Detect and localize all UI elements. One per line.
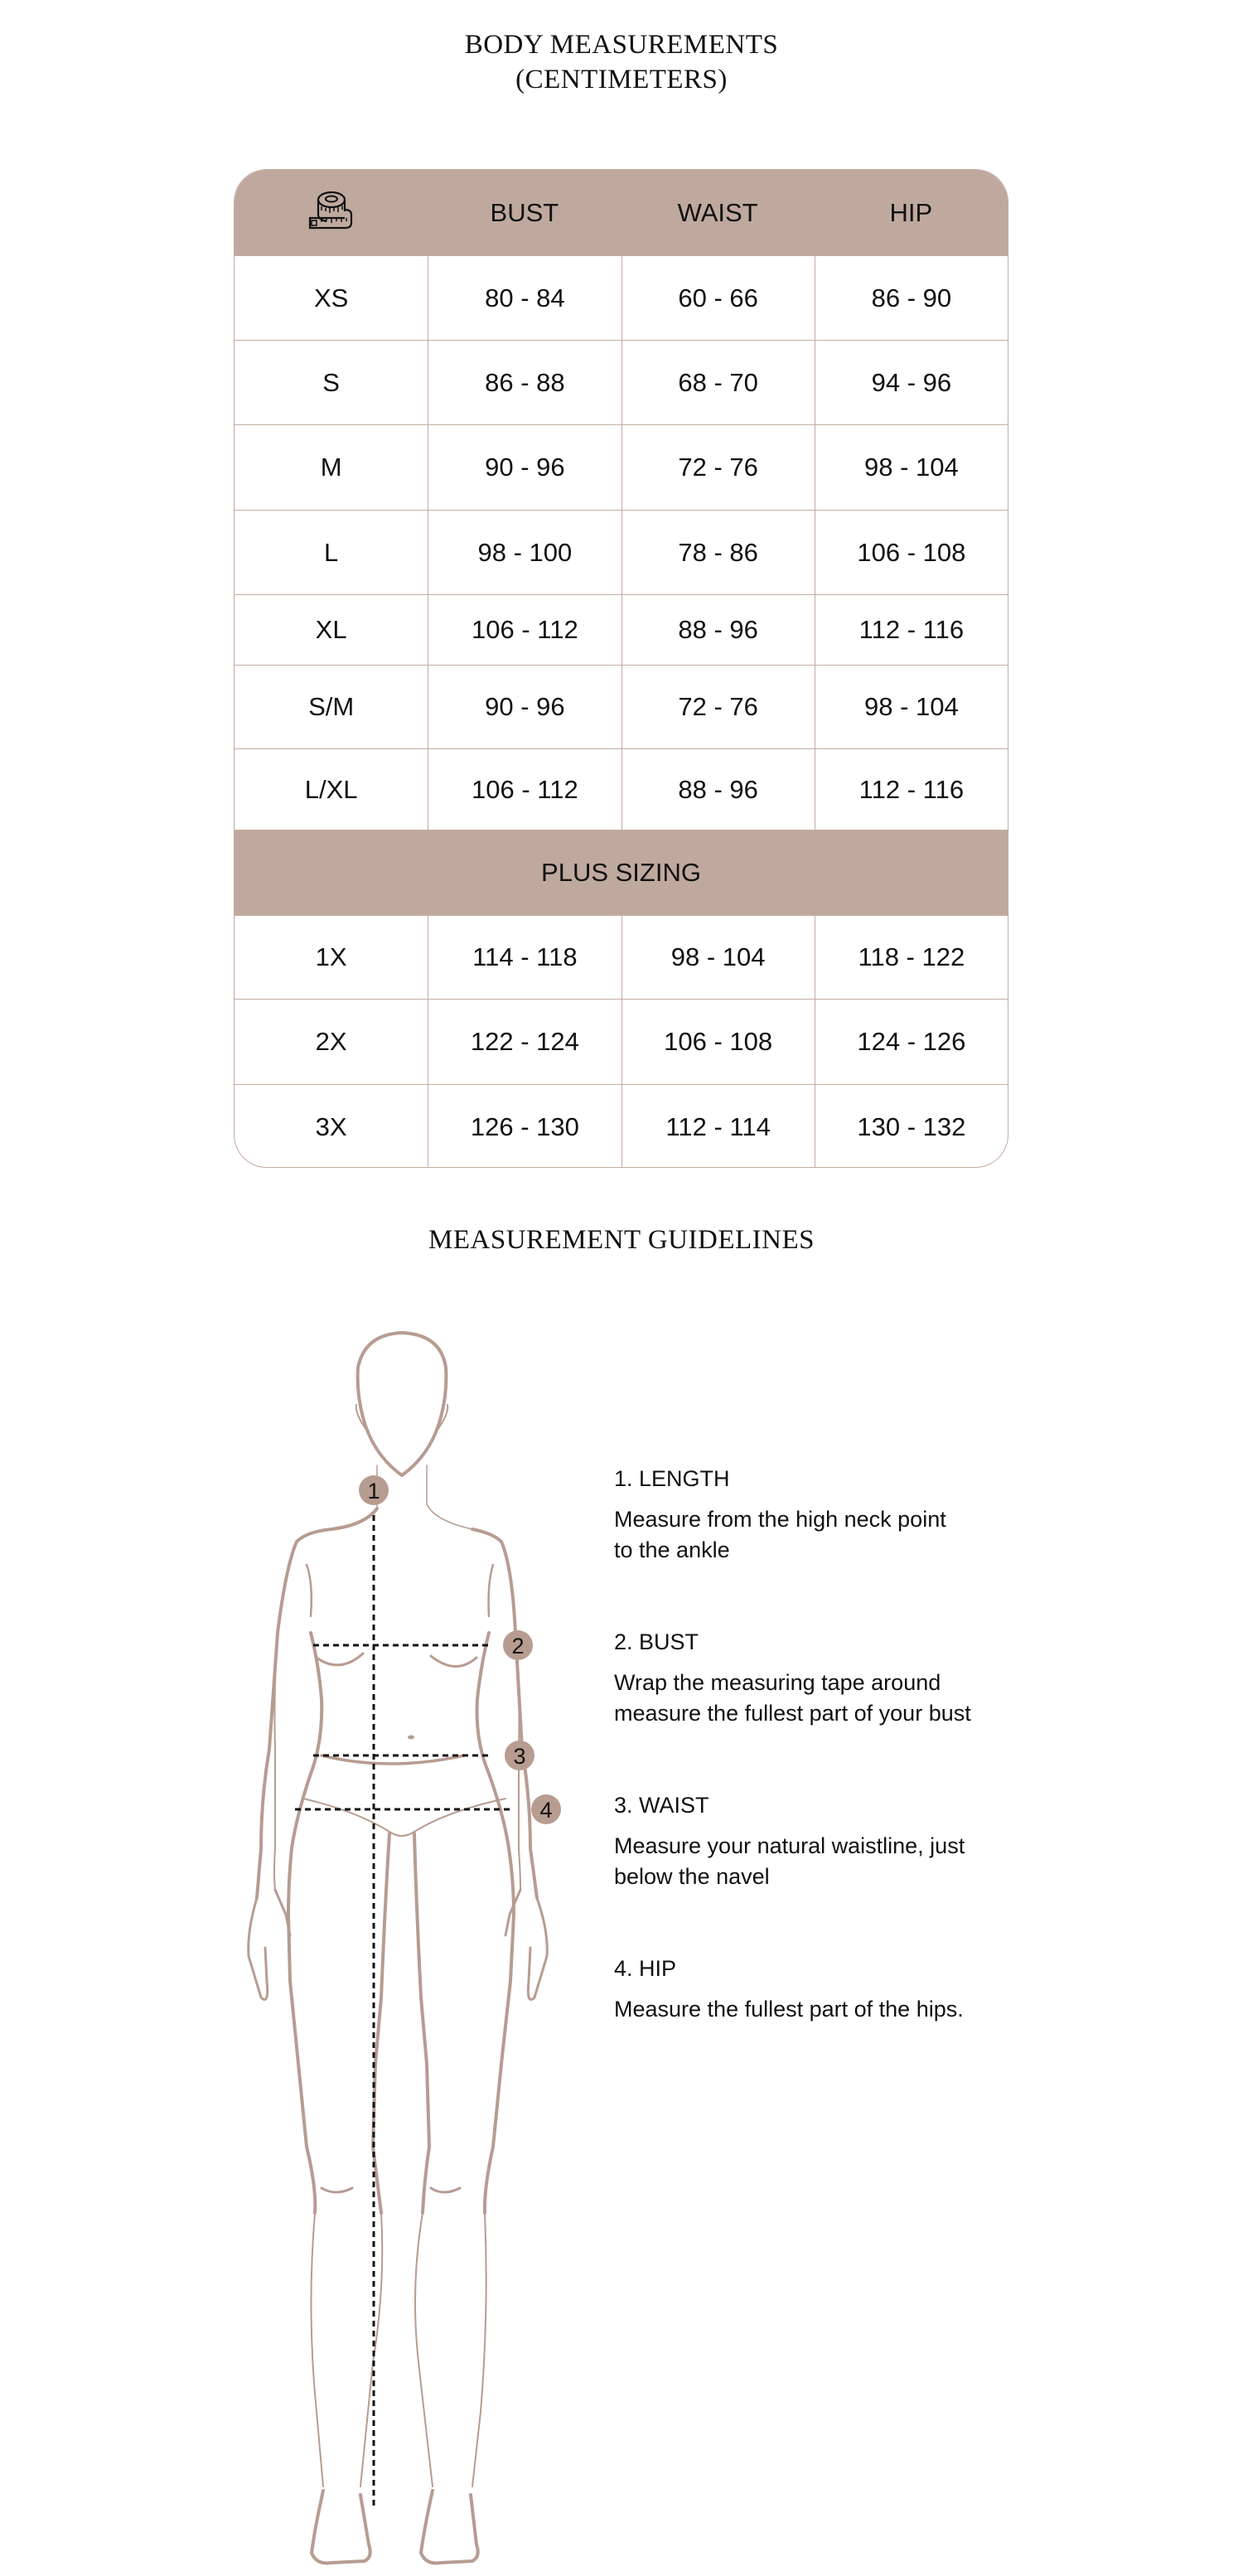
hip-value: 98 - 104 (815, 425, 1008, 510)
waist-value: 112 - 114 (622, 1085, 815, 1168)
guideline-waist (614, 1790, 1012, 1892)
guideline-title: 2. BUST (614, 1629, 699, 1654)
plus-sizing-band (235, 830, 1008, 915)
table-row (235, 510, 1008, 594)
hip-value: 118 - 122 (815, 916, 1008, 999)
table-row (235, 255, 1008, 340)
bust-value: 126 - 130 (428, 1085, 621, 1168)
size-label: L (324, 537, 339, 567)
guideline-text-line: Measure the fullest part of the hips. (614, 1997, 964, 2022)
size-label: S (322, 367, 340, 397)
size-label: L/XL (304, 774, 358, 804)
page-title (0, 27, 1243, 97)
size-label: S/M (308, 692, 355, 721)
waist-value: 78 - 86 (622, 511, 815, 594)
figure-head (358, 1333, 447, 1475)
bust-value: 86 - 88 (428, 341, 621, 424)
size-chart-table (234, 169, 1008, 1168)
table-row (235, 999, 1008, 1084)
column-header-waist: WAIST (677, 197, 758, 227)
page-title-line1: BODY MEASUREMENTS (464, 30, 779, 60)
guideline-bust (614, 1627, 1012, 1729)
table-row (235, 665, 1008, 748)
hip-value: 98 - 104 (815, 666, 1008, 748)
marker-4-label: 4 (539, 1798, 553, 1823)
hip-value: 86 - 90 (815, 256, 1008, 340)
bust-value: 122 - 124 (428, 1000, 621, 1084)
table-row (235, 1084, 1008, 1168)
guideline-text-line: below the navel (614, 1864, 770, 1889)
page-title-line2: (CENTIMETERS) (515, 65, 728, 94)
guideline-hip (614, 1954, 1012, 2025)
guideline-text-line: measure the fullest part of your bust (614, 1701, 971, 1726)
size-label: 2X (315, 1027, 347, 1056)
column-header-hip: HIP (889, 197, 933, 227)
guideline-text-line: Measure from the high neck point (614, 1507, 946, 1532)
guideline-title: 4. HIP (614, 1956, 677, 1981)
waist-value: 60 - 66 (622, 256, 815, 340)
waist-value: 98 - 104 (622, 916, 815, 999)
marker-3-label: 3 (513, 1744, 526, 1769)
guidelines-title: MEASUREMENT GUIDELINES (428, 1225, 815, 1255)
guideline-title: 1. LENGTH (614, 1466, 730, 1491)
table-row (235, 915, 1008, 999)
bust-value: 90 - 96 (428, 425, 621, 510)
bust-value: 106 - 112 (428, 595, 621, 665)
table-header-row (235, 170, 1008, 255)
guideline-title: 3. WAIST (614, 1793, 709, 1818)
waist-value: 88 - 96 (622, 749, 815, 830)
table-row (235, 748, 1008, 830)
table-row (235, 424, 1008, 510)
body-figure-illustration (224, 1318, 588, 2572)
header-icon-cell (235, 170, 428, 255)
hip-value: 124 - 126 (815, 1000, 1008, 1084)
plus-sizing-label: PLUS SIZING (541, 858, 701, 887)
measuring-tape-icon (307, 188, 356, 238)
waist-value: 88 - 96 (622, 595, 815, 665)
bust-value: 106 - 112 (428, 749, 621, 830)
table-row (235, 594, 1008, 665)
size-label: 1X (315, 942, 347, 971)
bust-value: 90 - 96 (428, 666, 621, 748)
size-label: XL (315, 615, 347, 644)
bust-value: 80 - 84 (428, 256, 621, 340)
guideline-text-line: Measure your natural waistline, just (614, 1833, 965, 1858)
guideline-length (614, 1464, 1012, 1566)
column-header-bust: BUST (490, 197, 559, 227)
guideline-text-line: Wrap the measuring tape around (614, 1670, 941, 1695)
waist-value: 68 - 70 (622, 341, 815, 424)
waist-value: 106 - 108 (622, 1000, 815, 1084)
hip-value: 106 - 108 (815, 511, 1008, 594)
size-label: M (320, 453, 342, 482)
guideline-text-line: to the ankle (614, 1537, 730, 1562)
size-label: XS (313, 283, 349, 312)
hip-value: 94 - 96 (815, 341, 1008, 424)
table-row (235, 340, 1008, 424)
hip-value: 112 - 116 (815, 749, 1008, 830)
waist-value: 72 - 76 (622, 425, 815, 510)
bust-value: 98 - 100 (428, 511, 621, 594)
hip-value: 130 - 132 (815, 1085, 1008, 1168)
hip-value: 112 - 116 (815, 595, 1008, 665)
size-label: 3X (315, 1111, 347, 1141)
bust-value: 114 - 118 (428, 916, 621, 999)
marker-2-label: 2 (511, 1634, 525, 1658)
waist-value: 72 - 76 (622, 666, 815, 748)
marker-1-label: 1 (367, 1479, 380, 1503)
